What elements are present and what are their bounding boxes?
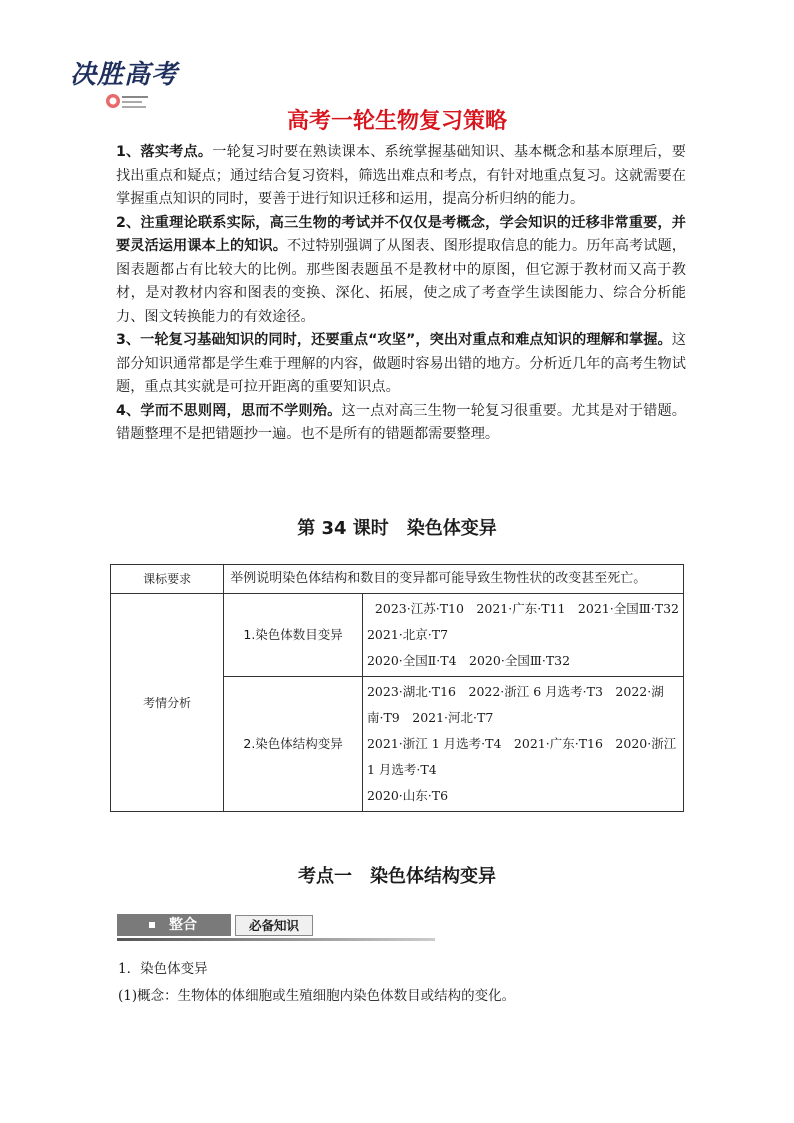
section-title: 考点一 染色体结构变异 — [298, 866, 496, 887]
content-paragraph: (1)概念：生物体的体细胞或生殖细胞内染色体数目或结构的变化。 — [118, 988, 516, 1004]
content-body — [118, 956, 688, 1010]
exam-ref-line: 2020·山东·T6 — [366, 788, 449, 803]
exam-ref-line: 2021·北京·T7 — [366, 627, 449, 642]
analysis-label: 考情分析 — [111, 594, 224, 812]
topic-label: 1.染色体数目变异 — [224, 594, 363, 677]
exam-ref-line: 南·T9 2021·河北·T7 — [366, 710, 494, 725]
strategy-heading: 2、注重理论联系实际，高三生物的考试并不仅仅是考概念，学会知识的迁移非常重要，并要灵活运用课本上的知识。 — [116, 214, 686, 254]
strategy-body: 不过特别强调了从图表、图形提取信息的能力。历年高考试题，图表题都占有比较大的比例。那些图表题虽不是教材中的原图，但它源于教材而又高于教材，是对教材内容和图表的变换、深化、拓展，使之成了考查学生读图能力、综合分析能力、图文转换能力的有效途径。 — [116, 238, 686, 325]
logo-text: 决胜高考 — [70, 60, 179, 90]
lesson-title: 第 34 课时 染色体变异 — [297, 518, 497, 539]
strategy-heading: 3、一轮复习基础知识的同时，还要重点“攻坚”，突出对重点和难点知识的理解和掌握。 — [116, 332, 672, 348]
exam-ref-line: 2023·湖北·T16 2022·浙江 6 月选考·T3 2022·湖 — [366, 684, 664, 699]
table-row — [111, 594, 684, 677]
exam-refs — [362, 594, 683, 677]
req-text: 举例说明染色体结构和数目的变异都可能导致生物性状的改变甚至死亡。 — [224, 565, 684, 594]
exam-ref-line: 2020·全国Ⅱ·T4 2020·全国Ⅲ·T32 — [366, 653, 571, 668]
strategy-body: 这部分知识通常都是学生难于理解的内容，做题时容易出错的地方。分析近几年的高考生物试题，重点其实就是可拉开距离的重要知识点。 — [116, 332, 686, 395]
curriculum-table — [110, 564, 684, 812]
square-bullet-icon — [149, 922, 155, 928]
tag-primary-label: 整合 — [169, 917, 197, 933]
table-row — [111, 565, 684, 594]
tag-secondary: 必备知识 — [235, 915, 313, 936]
strategy-body: 这一点对高三生物一轮复习很重要。尤其是对于错题。错题整理不是把错题抄一遍。也不是所有的错题都需要整理。 — [116, 402, 686, 442]
exam-ref-line: 2023·江苏·T10 2021·广东·T11 2021·全国Ⅲ·T32 — [366, 601, 679, 616]
tag-primary — [117, 914, 231, 936]
section-tag-bar — [117, 914, 435, 938]
strategy-body: 一轮复习时要在熟读课本、系统掌握基础知识、基本概念和基本原理后，要找出重点和疑点；通过结合复习资料，筛选出难点和考点，有针对地重点复习。这就需要在掌握重点知识的同时，要善于进行知识迁移和运用，提高分析归纳的能力。 — [116, 144, 686, 207]
divider — [117, 938, 435, 941]
strategy-section — [116, 141, 686, 447]
strategy-item-4 — [116, 400, 686, 447]
strategy-item-1 — [116, 141, 686, 212]
topic-label: 2.染色体结构变异 — [224, 677, 363, 812]
exam-ref-line: 2021·浙江 1 月选考·T4 2021·广东·T16 2020·浙江 — [366, 736, 677, 751]
exam-ref-line: 1 月选考·T4 — [366, 762, 437, 777]
strategy-heading: 1、落实考点。 — [116, 144, 213, 160]
strategy-item-3 — [116, 329, 686, 400]
req-label: 课标要求 — [111, 565, 224, 594]
strategy-item-2 — [116, 212, 686, 330]
content-heading: 1．染色体变异 — [118, 961, 208, 977]
strategy-heading: 4、学而不思则罔，思而不学则殆。 — [116, 402, 342, 419]
exam-refs — [362, 677, 683, 812]
page-title: 高考一轮生物复习策略 — [286, 109, 507, 134]
